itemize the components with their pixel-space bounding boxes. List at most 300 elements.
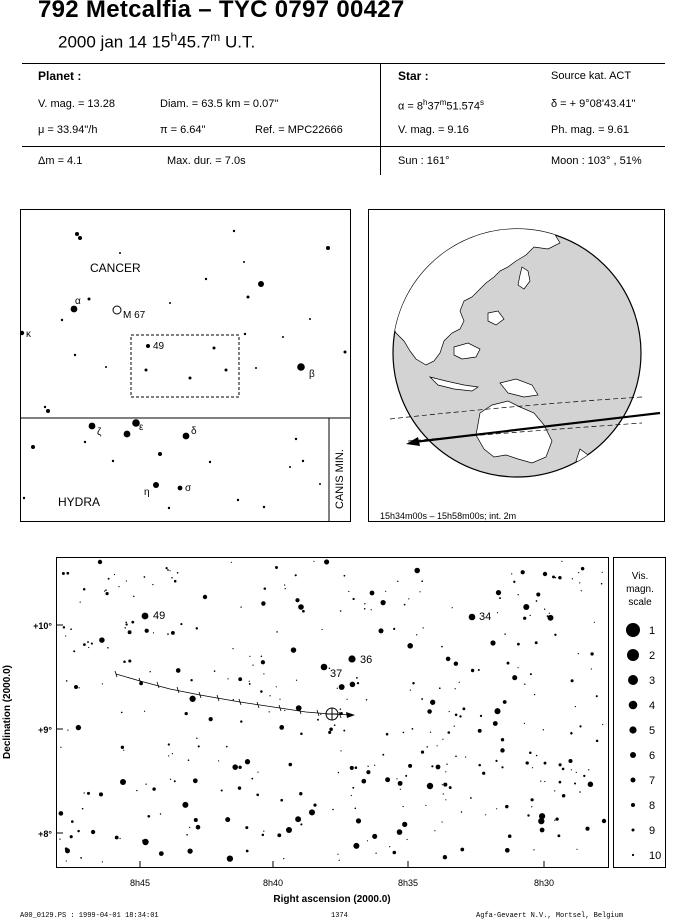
star-dot	[89, 423, 96, 430]
star-dot	[571, 769, 572, 770]
star-dot	[70, 835, 73, 838]
star-dot	[78, 687, 79, 688]
star-dot	[350, 682, 356, 688]
star-dot	[578, 572, 579, 573]
star-dot	[352, 598, 354, 600]
star-dot	[245, 826, 248, 829]
star-dot	[120, 779, 126, 785]
star-dot	[375, 852, 376, 853]
star-dot	[412, 728, 414, 730]
star-dot	[570, 732, 572, 734]
star-dot	[407, 839, 408, 840]
star-dot	[255, 367, 257, 369]
star-dot	[247, 296, 250, 299]
star-dot	[145, 629, 149, 633]
star-dot	[579, 725, 581, 727]
star-dot	[277, 833, 281, 837]
star-dot	[423, 627, 424, 628]
star-dot	[407, 643, 413, 649]
star-dot	[279, 699, 280, 700]
star-dot	[356, 677, 358, 679]
star-dot	[59, 838, 60, 839]
dec-tick-label: +10°	[33, 621, 52, 631]
legend-magnitude-dot	[632, 829, 635, 832]
star-dot	[393, 628, 395, 630]
star-dot	[469, 614, 476, 621]
star-dot	[107, 647, 109, 649]
star-dot	[112, 460, 114, 462]
star-dot	[295, 438, 297, 440]
star-dot	[430, 732, 431, 733]
star-dot	[246, 850, 249, 853]
star-dot	[552, 575, 555, 578]
star-label-37: 37	[330, 668, 343, 680]
star-dot	[275, 566, 278, 569]
star-dot	[499, 597, 501, 599]
planet-header: Planet :	[38, 69, 82, 83]
star-dot	[385, 777, 390, 782]
star-dot	[121, 712, 123, 714]
star-dot	[340, 750, 341, 751]
star-dot	[146, 344, 150, 348]
star-dot	[405, 775, 407, 777]
star-label-zeta: ζ	[97, 427, 102, 438]
star-dot	[203, 595, 207, 599]
star-dot	[285, 588, 286, 589]
star-dot	[501, 738, 504, 741]
star-dot	[295, 816, 301, 822]
legend-magnitude-label: 7	[649, 775, 656, 787]
star-dot	[245, 759, 250, 764]
star-dot	[260, 690, 263, 693]
star-dot	[478, 764, 481, 767]
star-dot	[544, 762, 547, 765]
star-dot	[367, 840, 368, 841]
sun-elongation: Sun : 161°	[398, 155, 450, 167]
star-label-eta: η	[144, 487, 150, 498]
star-dot	[257, 772, 258, 773]
star-dot	[66, 860, 67, 861]
star-dot	[258, 281, 264, 287]
star-dot	[427, 709, 432, 714]
star-dot	[337, 854, 338, 855]
star-dot	[334, 724, 336, 726]
star-dot	[371, 609, 372, 610]
star-dot	[319, 483, 321, 485]
star-right-ascension: $\alpha = 8^h37^m51.574^s$	[398, 98, 485, 113]
star-dot	[189, 377, 192, 380]
star-dot	[430, 700, 435, 705]
star-dot	[426, 746, 428, 748]
star-dot	[339, 684, 345, 690]
star-dot	[554, 820, 555, 821]
star-dot	[322, 629, 323, 630]
star-header: Star :	[398, 69, 429, 83]
star-dot	[87, 641, 89, 643]
star-dot	[558, 576, 561, 579]
star-dot	[299, 792, 302, 795]
star-dot	[480, 715, 482, 717]
legend-title-line: Vis.	[631, 571, 649, 582]
star-dot	[261, 660, 265, 664]
star-dot	[571, 679, 574, 682]
legend-magnitude-dot	[629, 726, 636, 733]
star-dot	[554, 634, 556, 636]
star-dot	[279, 725, 284, 730]
star-dot	[131, 621, 134, 624]
star-dot	[264, 587, 267, 590]
star-label-epsilon: ε	[139, 422, 144, 433]
star-dot	[196, 627, 198, 629]
star-dot	[160, 813, 161, 814]
star-dot	[302, 610, 305, 613]
star-dot	[106, 592, 109, 595]
star-dot	[404, 604, 406, 606]
star-dot	[511, 573, 512, 574]
label-m67: M 67	[123, 310, 146, 321]
star-dot	[351, 795, 352, 796]
event-datetime: 2000 jan 14 15$^h$45.7$^m$ U.T.	[58, 30, 256, 52]
legend-magnitude-label: 6	[649, 750, 656, 762]
star-dot	[302, 460, 304, 462]
star-dot	[523, 617, 526, 620]
star-dot	[262, 834, 265, 837]
legend-magnitude-label: 3	[649, 675, 656, 687]
star-dot	[512, 675, 517, 680]
star-dot	[83, 588, 86, 591]
star-dot	[172, 753, 173, 754]
star-dot	[74, 354, 76, 356]
star-dot	[471, 669, 474, 672]
star-dot	[263, 673, 264, 674]
star-dot	[442, 784, 443, 785]
star-dot	[533, 849, 534, 850]
planet-parallax: π = 6.64"	[160, 124, 206, 136]
star-dot	[70, 628, 72, 630]
star-dot	[454, 661, 458, 665]
star-dot	[538, 595, 539, 596]
star-dot	[288, 763, 292, 767]
star-dot	[513, 581, 515, 583]
star-dot	[338, 772, 340, 774]
star-dot	[594, 622, 595, 623]
constellation-hydra: HYDRA	[58, 495, 101, 509]
star-dot	[168, 743, 170, 745]
legend-magnitude-label: 4	[649, 700, 656, 712]
star-dot	[144, 576, 146, 578]
star-dot	[508, 834, 512, 838]
star-dot	[232, 648, 233, 649]
star-dot	[63, 626, 65, 628]
star-dot	[398, 781, 403, 786]
star-dot	[500, 748, 504, 752]
star-vmag: V. mag. = 9.16	[398, 124, 469, 136]
star-dot	[408, 598, 409, 599]
star-dot	[544, 781, 545, 782]
star-dot	[370, 591, 375, 596]
star-dot	[535, 641, 538, 644]
star-dot	[455, 688, 456, 689]
star-dot	[73, 650, 75, 652]
star-dot	[445, 771, 446, 772]
star-dot	[123, 660, 126, 663]
star-dot	[561, 561, 562, 562]
star-dot	[576, 772, 577, 773]
star-dot	[540, 780, 541, 781]
star-dot	[446, 764, 447, 765]
star-dot	[465, 756, 466, 757]
star-dot	[568, 759, 572, 763]
star-dot	[283, 858, 284, 859]
star-dot	[169, 302, 171, 304]
star-dot	[555, 817, 558, 820]
star-dot	[227, 678, 228, 679]
star-dot	[548, 615, 554, 621]
star-dot	[449, 786, 452, 789]
star-dot	[372, 834, 377, 839]
legend-magnitude-label: 5	[649, 725, 656, 737]
star-dot	[237, 499, 239, 501]
star-dot	[364, 608, 366, 610]
legend-title-line: magn.	[626, 584, 654, 595]
star-dot	[66, 680, 68, 682]
star-dot	[539, 813, 545, 819]
star-dot	[65, 635, 66, 636]
star-dot	[300, 732, 303, 735]
star-dot	[361, 779, 366, 784]
star-dot	[309, 318, 311, 320]
star-dot	[543, 572, 547, 576]
star-dot	[518, 594, 519, 595]
star-dot	[99, 637, 105, 643]
star-dot	[168, 507, 170, 509]
star-dot	[167, 633, 169, 635]
legend-magnitude-dot	[631, 803, 635, 807]
star-dot	[185, 712, 188, 715]
star-dot	[91, 830, 95, 834]
detail-star-chart	[0, 557, 680, 912]
star-dot	[150, 671, 151, 672]
star-dot	[249, 656, 250, 657]
star-dot	[300, 823, 302, 825]
star-dot	[128, 630, 132, 634]
star-dot	[526, 761, 529, 764]
star-dot	[298, 604, 304, 610]
legend-magnitude-dot	[626, 623, 640, 637]
star-source-catalog: Source kat. ACT	[551, 70, 632, 82]
star-dot	[263, 506, 265, 508]
star-dot	[379, 628, 384, 633]
star-dot	[159, 851, 164, 856]
legend-magnitude-label: 2	[649, 650, 656, 662]
star-dot	[364, 603, 365, 604]
star-dot	[87, 792, 90, 795]
star-dot	[529, 752, 532, 755]
star-dot	[31, 445, 35, 449]
star-dot	[209, 717, 213, 721]
star-label-49: 49	[153, 341, 165, 352]
star-dot	[478, 669, 480, 671]
star-dot	[531, 798, 534, 801]
star-dot	[158, 452, 162, 456]
legend-magnitude-label: 1	[649, 625, 656, 637]
star-dot	[416, 634, 417, 635]
star-dot	[574, 782, 576, 784]
star-dot	[136, 790, 137, 791]
page-title: 792 Metcalfia – TYC 0797 00427	[38, 0, 405, 23]
star-dot	[485, 814, 486, 815]
star-dot	[348, 655, 355, 662]
star-dot	[596, 740, 599, 743]
star-dot	[596, 695, 598, 697]
star-dot	[344, 575, 346, 577]
star-dot	[119, 838, 120, 839]
star-dot	[66, 572, 69, 575]
star-dot	[67, 730, 68, 731]
star-dot	[442, 739, 443, 740]
star-label-36: 36	[360, 654, 373, 666]
star-dot	[431, 765, 433, 767]
star-dot	[439, 687, 441, 689]
star-dot	[445, 799, 446, 800]
star-dot	[190, 679, 192, 681]
star-phmag: Ph. mag. = 9.61	[551, 124, 629, 136]
star-dot	[495, 760, 497, 762]
star-dot	[585, 827, 589, 831]
star-dot	[347, 699, 348, 700]
star-dot	[320, 714, 321, 715]
star-dot	[231, 562, 232, 563]
star-dot	[152, 787, 155, 790]
star-dot	[145, 369, 148, 372]
star-dot	[425, 805, 426, 806]
star-dot	[178, 486, 183, 491]
star-dot	[221, 789, 223, 791]
star-dot	[421, 750, 424, 753]
star-dot	[386, 733, 389, 736]
star-dot	[309, 809, 315, 815]
star-dot	[352, 787, 354, 789]
legend-magnitude-label: 9	[649, 825, 656, 837]
x-axis-label: Right ascension (2000.0)	[273, 894, 391, 905]
star-dot	[581, 567, 585, 571]
star-dot	[505, 848, 510, 853]
star-dot	[578, 653, 579, 654]
star-dot	[62, 572, 65, 575]
star-dot	[174, 780, 176, 782]
star-dot	[170, 779, 171, 780]
star-dot	[91, 643, 93, 645]
star-dot	[455, 714, 458, 717]
star-label-beta: β	[309, 369, 315, 380]
star-dot	[494, 708, 500, 714]
ra-tick-label: 8h40	[262, 878, 284, 888]
star-dot	[408, 764, 412, 768]
star-dot	[177, 572, 179, 574]
star-dot	[76, 725, 81, 730]
header-rule-top	[22, 63, 665, 64]
star-dot	[523, 604, 529, 610]
legend-magnitude-dot	[627, 649, 639, 661]
star-dot	[478, 729, 482, 733]
star-dot	[249, 681, 250, 682]
y-axis-label: Declination (2000.0)	[2, 665, 13, 759]
star-dot	[153, 632, 154, 633]
star-dot	[339, 860, 340, 861]
star-dot	[344, 351, 347, 354]
star-dot	[504, 633, 505, 634]
star-dot	[601, 583, 603, 585]
star-dot	[74, 685, 78, 689]
star-dot	[121, 746, 124, 749]
star-dot	[118, 586, 119, 587]
star-dot	[176, 668, 181, 673]
star-dot	[65, 848, 70, 853]
star-dot	[427, 783, 433, 789]
star-dot	[421, 580, 423, 582]
star-dot	[78, 236, 82, 240]
planet-motion: μ = 33.94"/h	[38, 124, 98, 136]
star-dot	[284, 710, 285, 711]
star-dot	[340, 610, 342, 612]
star-dot	[59, 811, 64, 816]
star-dot	[583, 775, 585, 777]
legend-magnitude-dot	[632, 854, 634, 856]
star-dot	[588, 782, 593, 787]
star-dot	[225, 369, 228, 372]
magnitude-drop: Δm = 4.1	[38, 155, 83, 167]
ra-tick-label: 8h45	[129, 878, 151, 888]
star-dot	[410, 690, 411, 691]
star-dot	[214, 670, 216, 672]
constellation-canis-minor: CANIS MIN.	[334, 449, 346, 509]
star-dot	[436, 765, 441, 770]
star-dot	[581, 590, 582, 591]
star-dot	[446, 657, 451, 662]
star-dot	[324, 559, 329, 564]
star-dot	[124, 627, 125, 628]
star-dot	[263, 831, 264, 832]
star-dot	[348, 591, 349, 592]
star-dot	[233, 699, 234, 700]
star-dot	[524, 723, 525, 724]
star-dot	[482, 772, 485, 775]
star-dot	[531, 806, 532, 807]
star-dot	[534, 694, 535, 695]
star-dot	[108, 578, 110, 580]
footer-page-number: 1374	[331, 912, 348, 920]
star-dot	[536, 755, 538, 757]
planet-reference: Ref. = MPC22666	[255, 124, 343, 136]
star-dot	[543, 729, 544, 730]
star-dot	[396, 778, 397, 779]
star-dot	[152, 584, 153, 585]
star-dot	[530, 673, 532, 675]
star-dot	[171, 577, 173, 579]
star-dot	[437, 745, 438, 746]
star-dot	[402, 822, 407, 827]
finder-chart	[20, 209, 351, 522]
legend-magnitude-label: 8	[649, 800, 656, 812]
star-dot	[46, 409, 50, 413]
star-dot	[518, 667, 519, 668]
star-dot	[88, 298, 91, 301]
star-dot	[280, 799, 283, 802]
star-dot	[493, 721, 498, 726]
star-dot	[243, 261, 245, 263]
star-dot	[503, 700, 507, 704]
star-dot	[126, 580, 127, 581]
